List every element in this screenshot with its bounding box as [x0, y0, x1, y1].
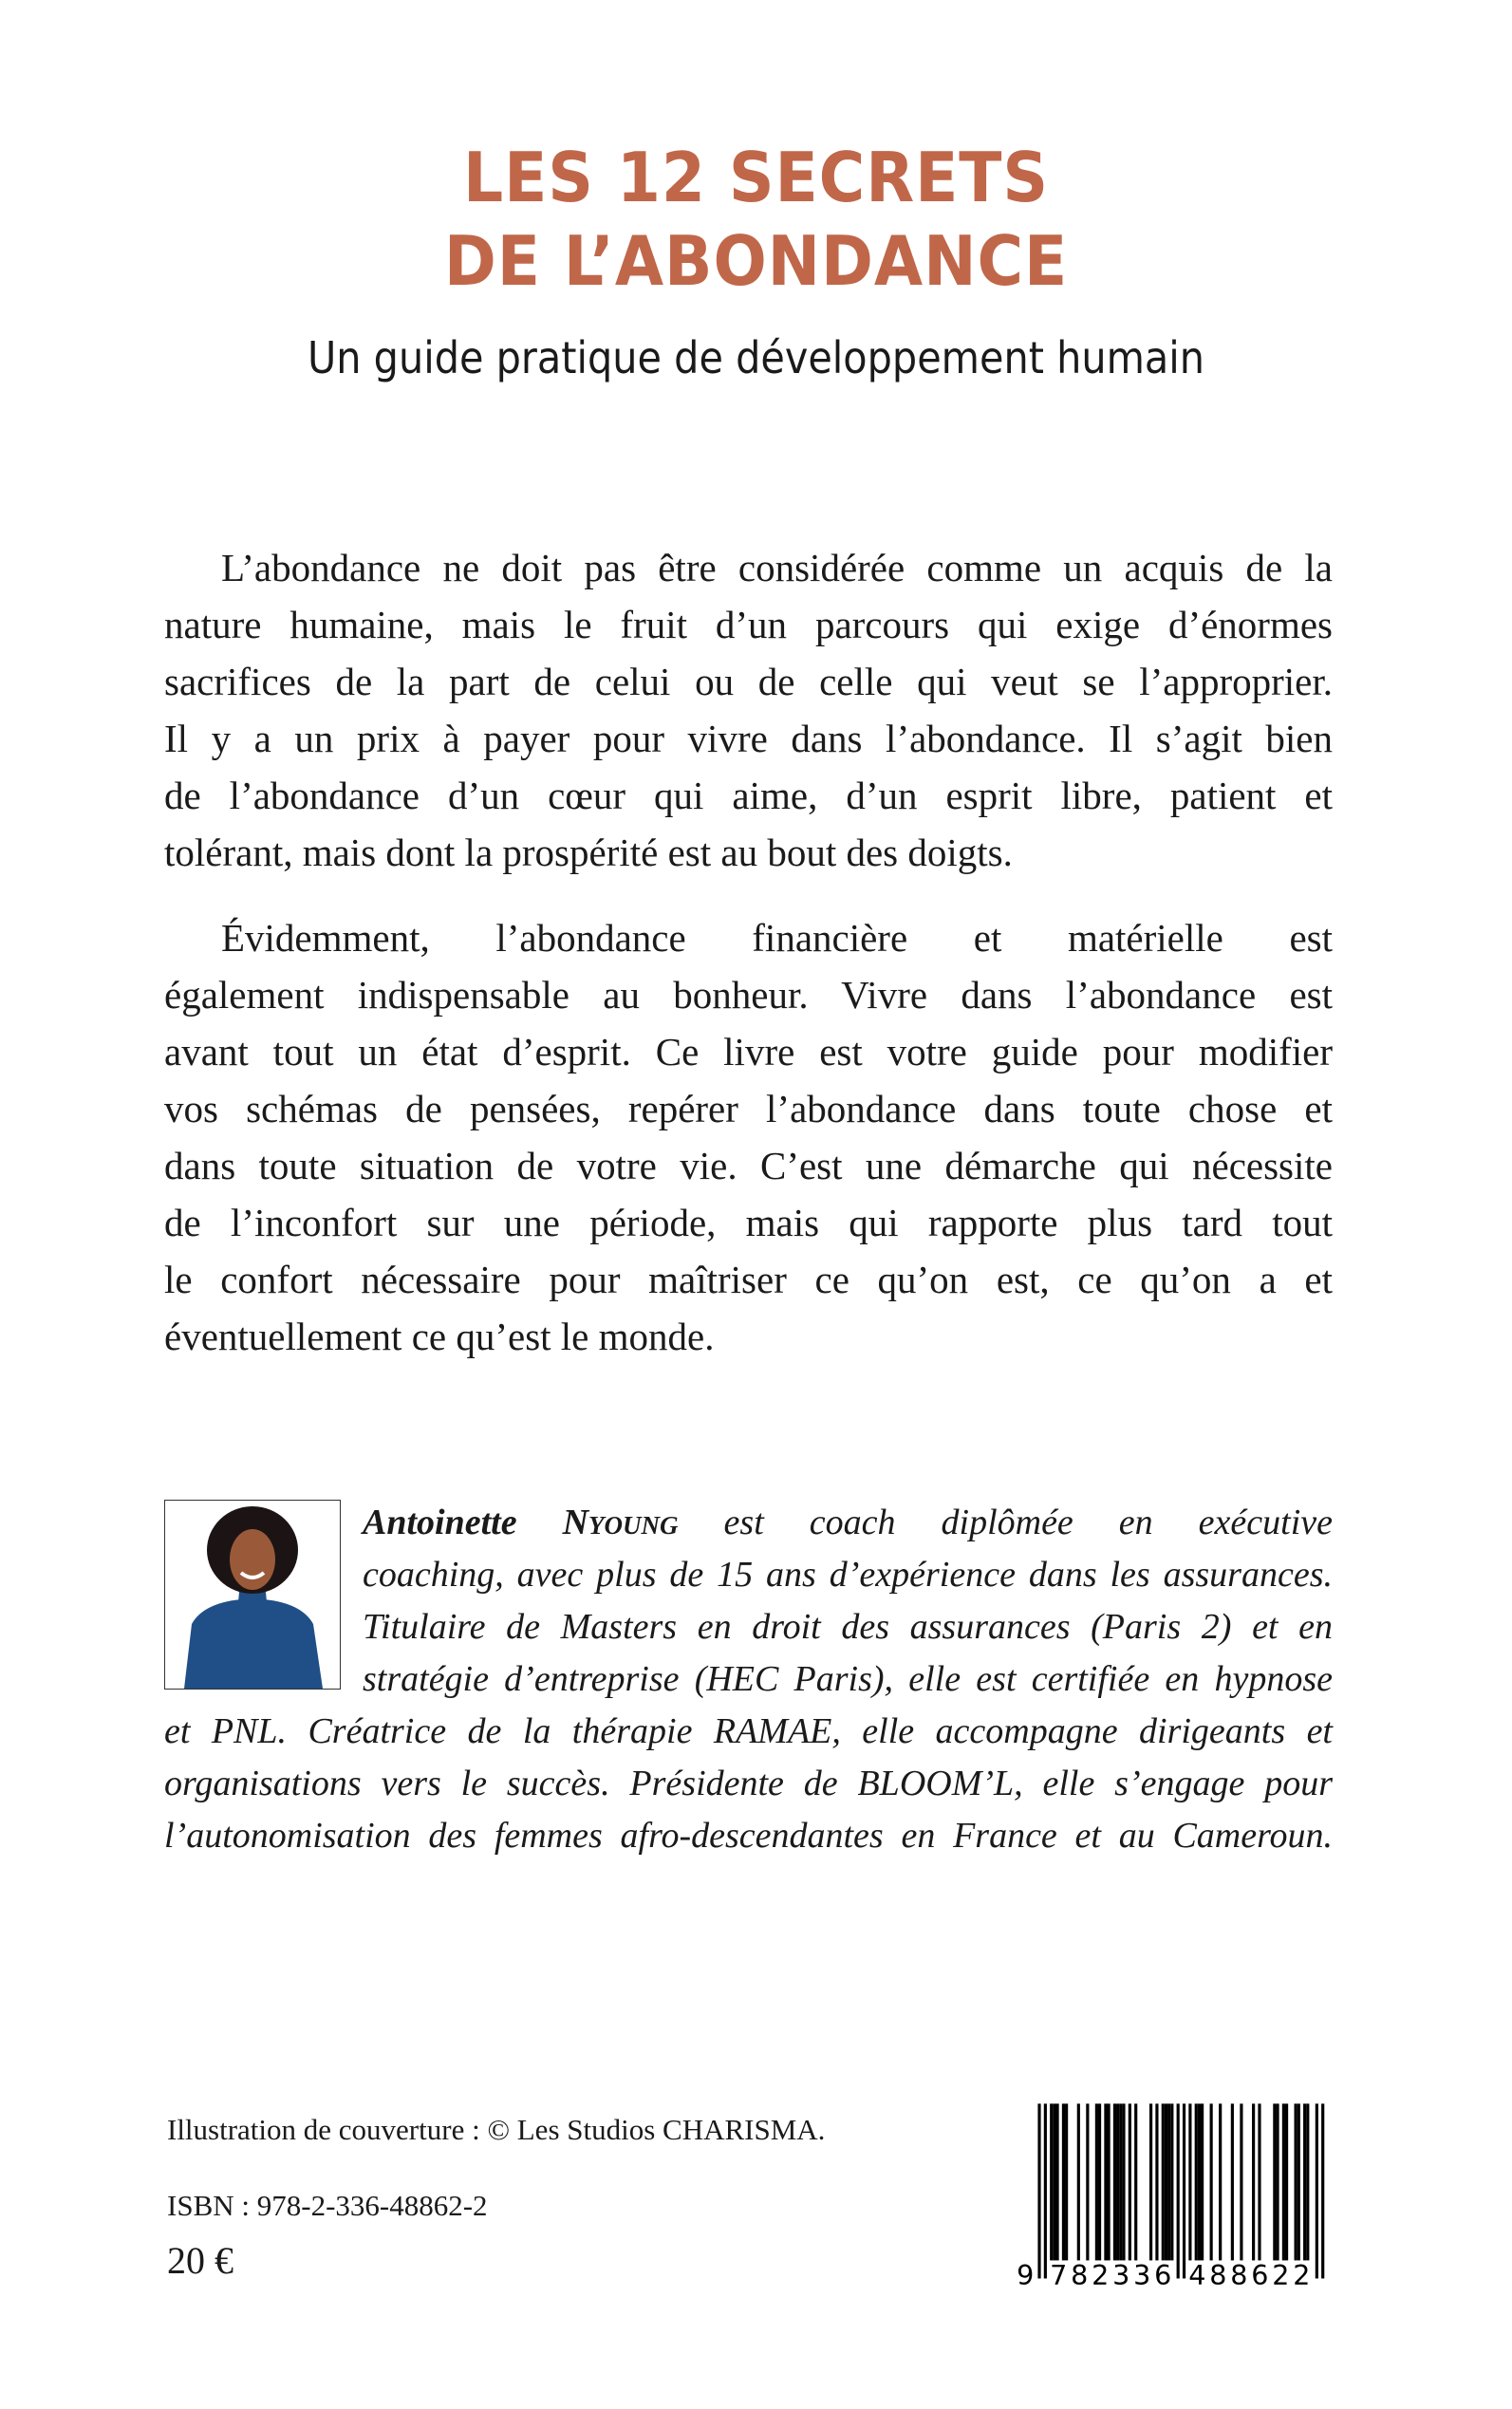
barcode-bar	[1273, 2103, 1276, 2260]
barcode-bar	[1095, 2103, 1098, 2260]
barcode-bar	[1201, 2103, 1204, 2260]
barcode-bar	[1149, 2103, 1152, 2260]
summary-paragraph-1	[164, 539, 1333, 881]
barcode-bar	[1077, 2103, 1080, 2260]
barcode-bar	[1195, 2103, 1198, 2260]
text-line: Évidemment, l’abondance financière et matérielle est	[221, 916, 1333, 960]
barcode-digits: 782336	[1050, 2258, 1176, 2288]
text-line: tolérant, mais dont la prospérité est au bout des doigts.	[164, 831, 1013, 874]
illustration-credit: Illustration de couverture : © Les Studios CHARISMA.	[167, 2113, 826, 2146]
barcode-bar	[1188, 2103, 1191, 2260]
summary-paragraph-2	[164, 909, 1333, 1365]
barcode-bar	[1055, 2103, 1058, 2260]
bio-line: et PNL. Créatrice de la thérapie RAMAE, elle accompagne dirigeants et	[164, 1711, 1333, 1751]
barcode-bar	[1210, 2103, 1213, 2260]
barcode-bar	[1155, 2103, 1158, 2260]
barcode-bar	[1231, 2103, 1234, 2260]
barcode-bar	[1321, 2103, 1324, 2278]
text-line: de l’inconfort sur une période, mais qui rapporte plus tard tout	[164, 1201, 1333, 1244]
barcode-bar	[1053, 2103, 1055, 2260]
barcode-bar	[1240, 2103, 1242, 2260]
text-line: sacrifices de la part de celui ou de celle qui veut se l’approprier.	[164, 660, 1333, 703]
book-title-line-2: DE L’ABONDANCE	[443, 221, 1069, 301]
barcode-bar	[1258, 2103, 1260, 2260]
barcode-bar	[1104, 2103, 1107, 2260]
text-line: le confort nécessaire pour maîtriser ce qu’on est, ce qu’on a et	[164, 1258, 1333, 1301]
bio-line: stratégie d’entreprise (HEC Paris), elle est certifiée en hypnose	[363, 1659, 1333, 1699]
text-line: également indispensable au bonheur. Vivre dans l’abondance est	[164, 973, 1333, 1017]
text-line: nature humaine, mais le fruit d’un parcours qui exige d’énormes	[164, 603, 1333, 646]
barcode-bar	[1306, 2103, 1309, 2260]
barcode-bar	[1037, 2103, 1040, 2278]
barcode-bar	[1295, 2103, 1297, 2260]
barcode-digits: 9	[1017, 2258, 1038, 2288]
isbn-barcode	[1014, 2098, 1336, 2288]
barcode-bar	[1044, 2103, 1047, 2278]
barcode-bar	[1282, 2103, 1285, 2260]
bio-line: coaching, avec plus de 15 ans d’expérience dans les assurances.	[363, 1555, 1333, 1595]
author-first-name: Antoinette	[363, 1503, 517, 1542]
barcode-bar	[1108, 2103, 1111, 2260]
barcode-bar	[1113, 2103, 1116, 2260]
barcode-bar	[1050, 2103, 1053, 2260]
book-title-line-1: LES 12 SECRETS	[462, 138, 1050, 217]
bio-text: est coach diplômée en exécutive	[678, 1503, 1333, 1542]
barcode-bar	[1198, 2103, 1201, 2260]
barcode-bar	[1165, 2103, 1167, 2260]
text-line: L’abondance ne doit pas être considérée comme un acquis de la	[221, 546, 1333, 589]
barcode-bar	[1297, 2103, 1300, 2260]
author-bio	[164, 1497, 1333, 1862]
text-line: dans toute situation de votre vie. C’est une démarche qui nécessite	[164, 1144, 1333, 1187]
isbn: ISBN : 978-2-336-48862-2	[167, 2189, 488, 2222]
barcode-bar	[1303, 2103, 1306, 2260]
text-line: vos schémas de pensées, repérer l’abondance dans toute chose et	[164, 1087, 1333, 1130]
barcode-bar	[1062, 2103, 1065, 2260]
barcode-bar	[1129, 2103, 1131, 2260]
barcode-digits: 488622	[1188, 2258, 1315, 2288]
barcode-bar	[1065, 2103, 1068, 2260]
bio-line: l’autonomisation des femmes afro-descendantes en France et au Cameroun.	[164, 1816, 1333, 1856]
bio-line: organisations vers le succès. Présidente de BLOOM’L, elle s’engage pour	[164, 1764, 1333, 1803]
barcode-bar	[1285, 2103, 1288, 2260]
barcode-bar	[1252, 2103, 1255, 2260]
barcode-bar	[1219, 2103, 1222, 2260]
barcode-bar	[1316, 2103, 1318, 2278]
book-subtitle: Un guide pratique de développement humain	[307, 332, 1205, 383]
text-line: Il y a un prix à payer pour vivre dans l’abondance. Il s’agit bien	[164, 717, 1333, 760]
text-line: avant tout un état d’esprit. Ce livre est votre guide pour modifier	[164, 1030, 1333, 1074]
barcode-bar	[1134, 2103, 1137, 2260]
barcode-bar	[1170, 2103, 1173, 2260]
author-last-name: Nyoung	[562, 1503, 679, 1542]
barcode-bar	[1162, 2103, 1165, 2260]
text-line: de l’abondance d’un cœur qui aime, d’un esprit libre, patient et	[164, 774, 1333, 817]
barcode-bar	[1183, 2103, 1185, 2278]
price: 20 €	[167, 2239, 233, 2282]
barcode-bar	[1276, 2103, 1279, 2260]
bio-line	[363, 1497, 1333, 1549]
barcode-bar	[1177, 2103, 1180, 2278]
barcode-bar	[1122, 2103, 1125, 2260]
barcode-bar	[1119, 2103, 1122, 2260]
barcode-bar	[1086, 2103, 1089, 2260]
barcode-bar	[1098, 2103, 1101, 2260]
text-line: éventuellement ce qu’est le monde.	[164, 1315, 715, 1358]
barcode-bar	[1167, 2103, 1170, 2260]
barcode-bar	[1116, 2103, 1119, 2260]
bio-line: Titulaire de Masters en droit des assurances (Paris 2) et en	[363, 1607, 1333, 1647]
